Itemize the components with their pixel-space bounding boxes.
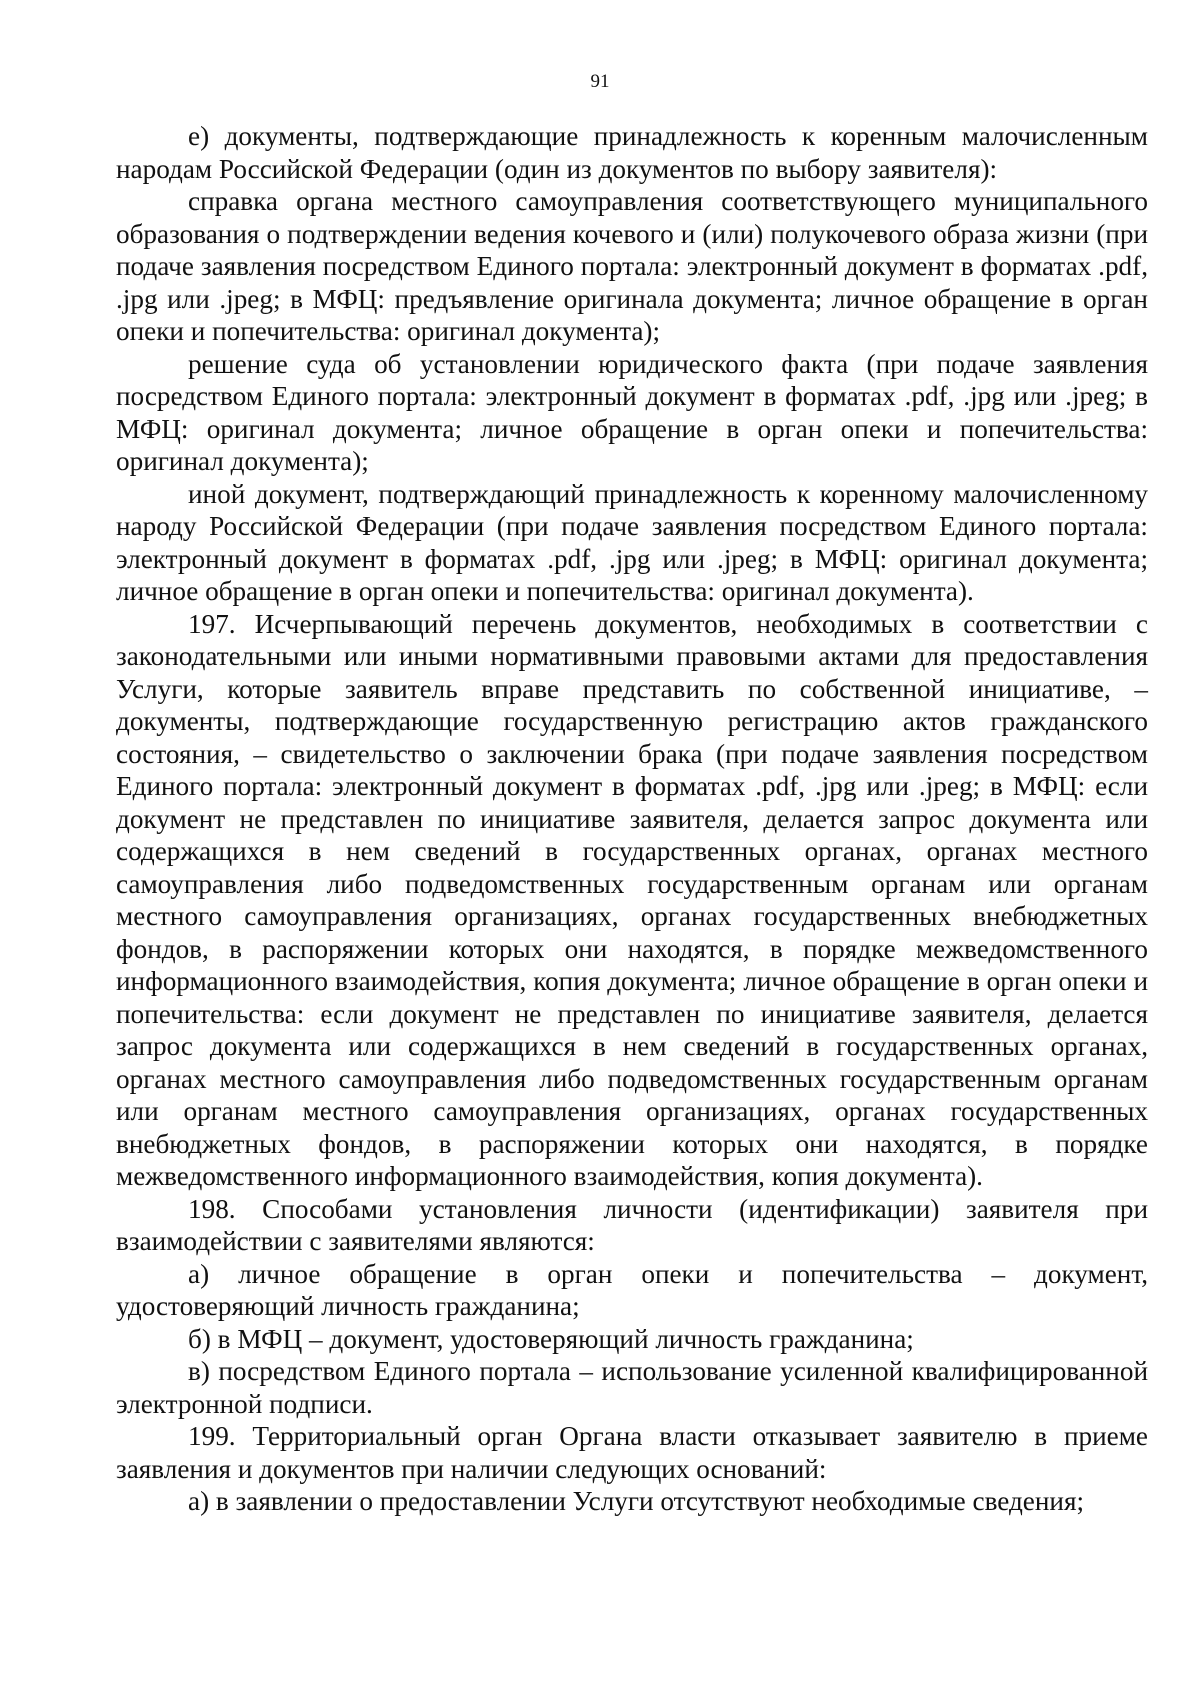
paragraph-199-a: а) в заявлении о предоставлении Услуги отсутствуют необходимые сведения; (188, 1486, 1085, 1516)
paragraph-municipal-certificate: справка органа местного самоуправления соответствующего муниципального образования о подтверждении ведения кочевого и (или) полукочевого образа жизни (при подаче заявления посредством Единого портала: электронный документ в форматах .pdf, .jpg или .jpeg; в МФЦ: предъявление оригинала документа; личное обращение в орган опеки и попечительства: оригинал документа); (116, 186, 1148, 346)
paragraph-item-e: е) документы, подтверждающие принадлежность к коренным малочисленным народам Российской Федерации (один из документов по выбору заявителя): (116, 121, 1148, 184)
paragraph-199: 199. Территориальный орган Органа власти отказывает заявителю в приеме заявления и документов при наличии следующих оснований: (116, 1421, 1148, 1484)
paragraph-other-document: иной документ, подтверждающий принадлежность к коренному малочисленному народу Российской Федерации (при подаче заявления посредством Единого портала: электронный документ в форматах .pdf, .jpg или .jpeg; в МФЦ: оригинал документа; личное обращение в орган опеки и попечительства: оригинал документа). (116, 478, 1148, 606)
paragraph-198-a: а) личное обращение в орган опеки и попечительства – документ, удостоверяющий личность гражданина; (116, 1258, 1148, 1321)
paragraph-198-v: в) посредством Единого портала – использование усиленной квалифицированной электронной подписи. (116, 1356, 1148, 1419)
paragraph-198: 198. Способами установления личности (идентификации) заявителя при взаимодействии с заявителями являются: (116, 1193, 1148, 1256)
page-number: 91 (590, 71, 610, 92)
paragraph-197: 197. Исчерпывающий перечень документов, необходимых в соответствии с законодательными или иными нормативными правовыми актами для предоставления Услуги, которые заявитель вправе представить по собственной инициативе, – документы, подтверждающие государственную регистрацию актов гражданского состояния, – свидетельство о заключении брака (при подаче заявления посредством Единого портала: электронный документ в форматах .pdf, .jpg или .jpeg; в МФЦ: если документ не представлен по инициативе заявителя, делается запрос документа или содержащихся в нем сведений в государственных органах, органах местного самоуправления либо подведомственных государственным органам или органам местного самоуправления организациях, органах государственных внебюджетных фондов, в распоряжении которых они находятся, в порядке межведомственного информационного взаимодействия, копия документа; личное обращение в орган опеки и попечительства: если документ не представлен по инициативе заявителя, делается запрос документа или содержащихся в нем сведений в государственных органах, органах местного самоуправления либо подведомственных государственным органам или органам местного самоуправления организациях, органах государственных внебюджетных фондов, в распоряжении которых они находятся, в порядке межведомственного информационного взаимодействия, копия документа). (116, 608, 1148, 1191)
paragraph-court-decision: решение суда об установлении юридического факта (при подаче заявления посредством Единого портала: электронный документ в форматах .pdf, .jpg или .jpeg; в МФЦ: оригинал документа; личное обращение в орган опеки и попечительства: оригинал документа); (116, 348, 1148, 476)
document-body (116, 120, 1148, 1518)
paragraph-198-b: б) в МФЦ – документ, удостоверяющий личность гражданина; (188, 1323, 914, 1354)
